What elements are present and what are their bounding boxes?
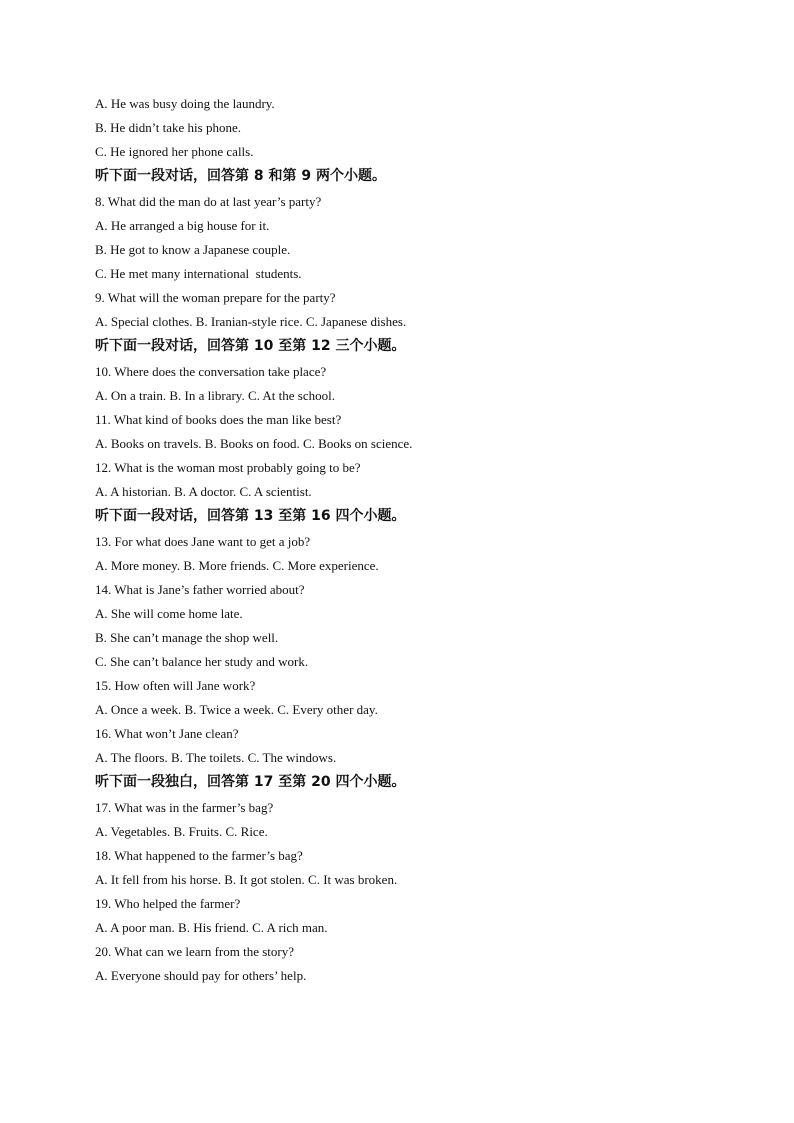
question-line: B. He didn’t take his phone. [95, 120, 241, 135]
question-line: A. Once a week. B. Twice a week. C. Every other day. [95, 702, 378, 717]
question-line: A. She will come home late. [95, 606, 243, 621]
question-line: 19. Who helped the farmer? [95, 896, 241, 911]
question-line: A. Special clothes. B. Iranian-style rice. C. Japanese dishes. [95, 314, 407, 329]
question-line: A. The floors. B. The toilets. C. The windows. [95, 750, 337, 765]
question-line: 15. How often will Jane work? [95, 678, 256, 693]
question-line: 11. What kind of books does the man like best? [95, 412, 342, 427]
question-line: 12. What is the woman most probably going to be? [95, 460, 361, 475]
question-line: 20. What can we learn from the story? [95, 944, 295, 959]
question-line: 13. For what does Jane want to get a job? [95, 534, 311, 549]
question-line: A. Everyone should pay for others’ help. [95, 968, 307, 983]
question-line: C. He met many international students. [95, 266, 302, 281]
question-line: 8. What did the man do at last year’s party? [95, 194, 322, 209]
question-line: 10. Where does the conversation take place? [95, 364, 327, 379]
section-heading: 听下面一段对话，回答第 13 至第 16 四个小题。 [95, 508, 406, 524]
document-page [95, 94, 755, 990]
question-line: A. A poor man. B. His friend. C. A rich man. [95, 920, 328, 935]
section-heading: 听下面一段对话，回答第 10 至第 12 三个小题。 [95, 338, 406, 354]
question-line: C. He ignored her phone calls. [95, 144, 254, 159]
question-line: A. He arranged a big house for it. [95, 218, 270, 233]
question-line: 9. What will the woman prepare for the party? [95, 290, 336, 305]
question-line: A. Vegetables. B. Fruits. C. Rice. [95, 824, 268, 839]
question-line: 14. What is Jane’s father worried about? [95, 582, 305, 597]
question-line: A. He was busy doing the laundry. [95, 96, 275, 111]
question-line: A. On a train. B. In a library. C. At the school. [95, 388, 335, 403]
question-line: A. A historian. B. A doctor. C. A scientist. [95, 484, 312, 499]
question-line: A. Books on travels. B. Books on food. C. Books on science. [95, 436, 413, 451]
question-line: 17. What was in the farmer’s bag? [95, 800, 274, 815]
question-line: A. More money. B. More friends. C. More experience. [95, 558, 379, 573]
question-line: C. She can’t balance her study and work. [95, 654, 309, 669]
question-line: B. He got to know a Japanese couple. [95, 242, 291, 257]
section-heading: 听下面一段对话，回答第 8 和第 9 两个小题。 [95, 168, 386, 184]
section-heading: 听下面一段独白，回答第 17 至第 20 四个小题。 [95, 774, 406, 790]
question-line: B. She can’t manage the shop well. [95, 630, 279, 645]
question-line: 18. What happened to the farmer’s bag? [95, 848, 303, 863]
question-line: 16. What won’t Jane clean? [95, 726, 239, 741]
question-line: A. It fell from his horse. B. It got stolen. C. It was broken. [95, 872, 398, 887]
